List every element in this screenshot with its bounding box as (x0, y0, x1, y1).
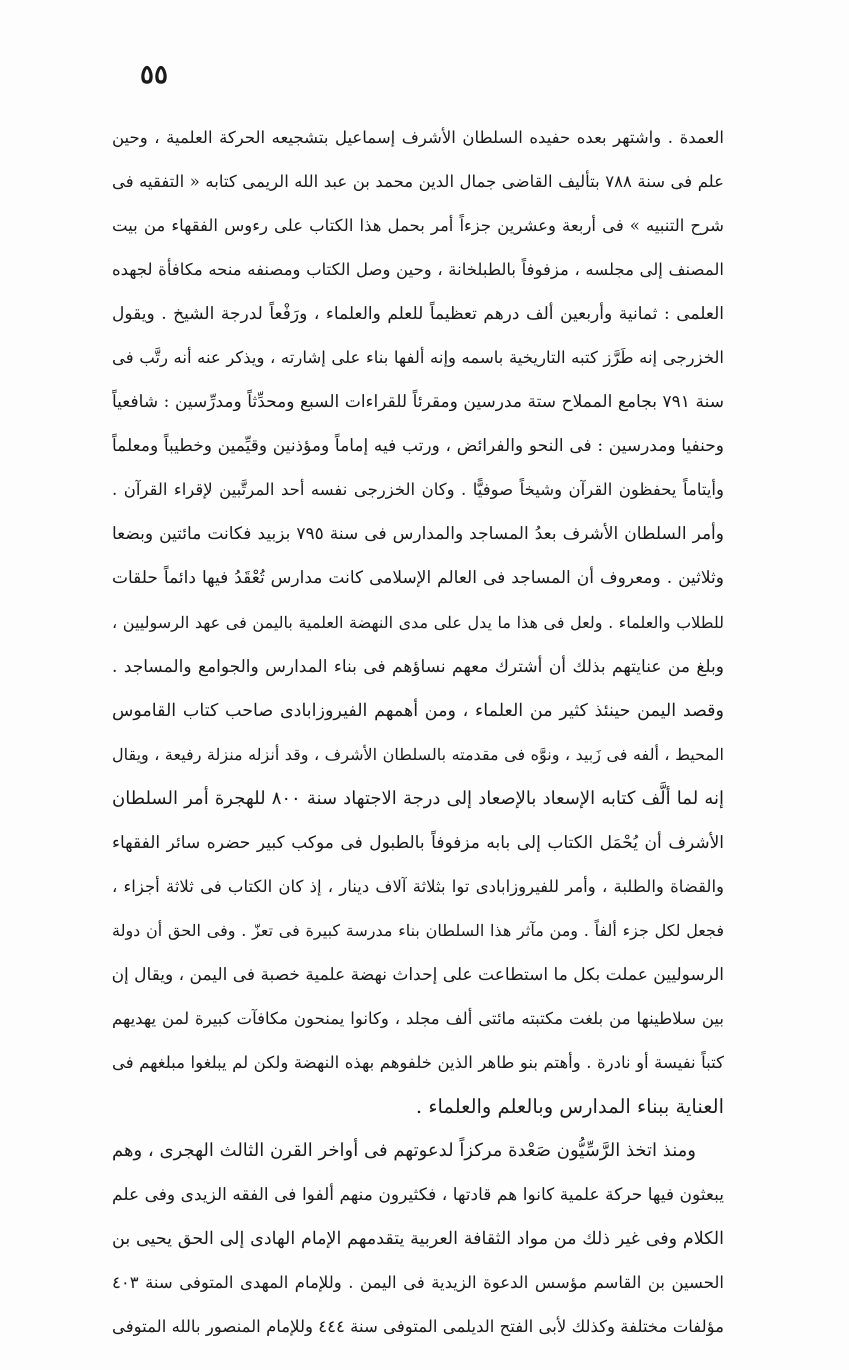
text-line: العلمى : ثمانية وأربعين ألف درهم تعظيماً للعلم والعلماء ، ورَفْعاً لدرجة الشيخ . ويقول (112, 304, 724, 325)
text-line: للطلاب والعلماء . ولعل فى هذا ما يدل على مدى النهضة العلمية باليمن فى عهد الرسوليين ، (112, 612, 724, 632)
text-line: الكلام وفى غير ذلك من مواد الثقافة العربية يتقدمهم الإمام الهادى إلى الحق يحيى بن (112, 1229, 724, 1250)
text-line: فجعل لكل جزء ألفاً . ومن مآثر هذا السلطان بناء مدرسة كبيرة فى تعزّ . وفى الحق أن دولة (112, 920, 724, 940)
text-line: وقصد اليمن حينئذ كثير من العلماء ، ومن أهمهم الفيروزابادى صاحب كتاب القاموس (112, 700, 724, 721)
text-line: الأشرف أن يُحْمَل الكتاب إلى بابه مزفوفاً بالطبول فى موكب كبير حضره سائر الفقهاء (112, 832, 724, 853)
text-line: بين سلاطينها من بلغت مكتبته مائتى ألف مجلد ، وكانوا يمنحون مكافآت كبيرة لمن يهديهم (112, 1008, 724, 1028)
text-line: وثلاثين . ومعروف أن المساجد فى العالم الإسلامى كانت مدارس تُعْقَدُ فيها دائماً حلقات (112, 568, 724, 589)
text-line: المحيط ، ألفه فى زَبيد ، ونوَّه فى مقدمته بالسلطان الأشرف ، وقد أنزله منزلة رفيعة ، ويقال (112, 744, 724, 764)
paragraph-1 (112, 116, 724, 1129)
text-line: سنة ٧٩١ بجامع المملاح ستة مدرسين ومقرئاً للقراءات السبع ومحدِّثاً ومدرِّسين : شافعياً (112, 392, 724, 413)
text-line: والقضاة والطلبة ، وأمر للفيروزابادى توا بثلاثة آلاف دينار ، إذ كان الكتاب فى ثلاثة أجزاء ، (112, 876, 724, 896)
text-line: ومنذ اتخذ الرَّسِّيُّون صَعْدة مركزاً لدعوتهم فى أواخر القرن الثالث الهجرى ، وهم (112, 1140, 696, 1162)
text-line: يبعثون فيها حركة علمية كانوا هم قادتها ، فكثيرون منهم ألفوا فى الفقه الزيدى وفى علم (112, 1185, 724, 1206)
text-line: شرح التنبيه » فى أربعة وعشرين جزءاً أمر بحمل هذا الكتاب على رءوس الفقهاء من بيت (112, 216, 724, 236)
text-line: مؤلفات مختلفة وكذلك لأبى الفتح الديلمى المتوفى سنة ٤٤٤ وللإمام المنصور بالله المتوفى (112, 1317, 724, 1337)
text-line: الحسين بن القاسم مؤسس الدعوة الزيدية فى اليمن . وللإمام المهدى المتوفى سنة ٤٠٣ (112, 1273, 724, 1293)
text-line: كتباً نفيسة أو نادرة . وأهتم بنو طاهر الذين خلفوهم بهذه النهضة ولكن لم يبلغوا مبلغهم فى (112, 1052, 724, 1072)
text-line: علم فى سنة ٧٨٨ بتأليف القاضى جمال الدين محمد بن عبد الله الريمى كتابه « التفقيه فى (112, 172, 724, 192)
body-text (112, 116, 724, 1349)
text-line: وحنفيا ومدرسين : فى النحو والفرائض ، ورتب فيه إماماً ومؤذنين وقيِّمين وخطيباً ومعلماً (112, 436, 724, 457)
text-line: العمدة . واشتهر بعده حفيده السلطان الأشرف إسماعيل بتشجيعه الحركة العلمية ، وحين (112, 128, 724, 147)
text-line: الخزرجى إنه طَرَّز كتبه التاريخية باسمه وإنه ألفها بناء على إشارته ، ويذكر عنه أنه رتَّب فى (112, 348, 724, 368)
text-line: وأمر السلطان الأشرف بعدُ المساجد والمدارس فى سنة ٧٩٥ بزبيد فكانت مائتين وبضعا (112, 524, 724, 545)
text-line: إنه لما ألَّف كتابه الإسعاد بالإصعاد إلى درجة الاجتهاد سنة ٨٠٠ للهجرة أمر السلطان (112, 787, 724, 809)
text-line: وأيتاماً يحفظون القرآن وشيخاً صوفيًّا . وكان الخزرجى نفسه أحد المرتَّبين لإقراء القرآن . (112, 480, 724, 500)
text-line: وبلغ من عنايتهم بذلك أن أشترك معهم نساؤهم فى بناء المدارس والجوامع والمساجد . (112, 656, 724, 677)
paragraph-2 (112, 1129, 724, 1349)
text-line: العناية ببناء المدارس وبالعلم والعلماء . (415, 1095, 724, 1119)
text-line: المصنف إلى مجلسه ، مزفوفاً بالطبلخانة ، وحين وصل الكتاب ومصنفه منحه مكافأة لجهده (112, 260, 724, 280)
page-number: ٥٥ (140, 60, 168, 90)
text-line: الرسوليين عملت بكل ما استطاعت على إحداث نهضة علمية خصبة فى اليمن ، ويقال إن (112, 964, 724, 985)
